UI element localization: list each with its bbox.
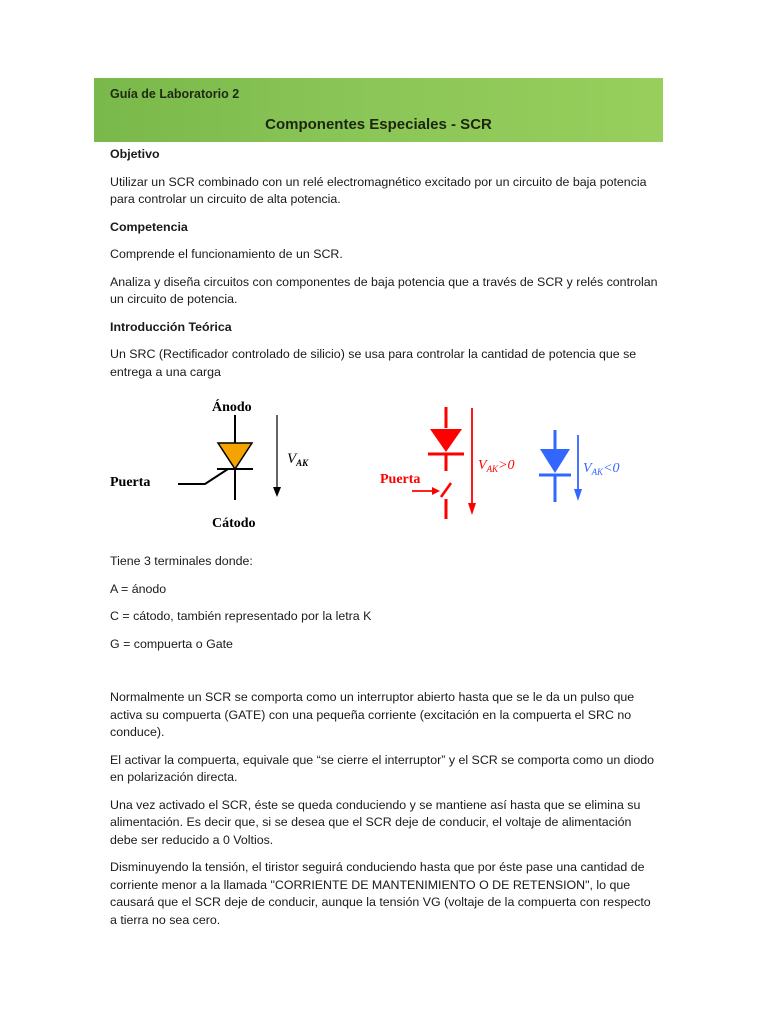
vak-positive-label: $V_{AK}>0$ [478,458,515,474]
vak-blue-arrow-head [574,489,582,501]
competencia-paragraph-1: Comprende el funcionamiento de un SCR. [110,247,343,261]
vak-negative-label: $V_{AK}<0$ [583,461,620,477]
body-paragraph-1: Normalmente un SCR se comporta como un interruptor abierto hasta que se le da un pulso que activa su compuerta (GATE) con una pequeña corriente (excitación en la compuerta el SRC no conduce). [110,690,635,739]
objetivo-heading: Objetivo [110,147,160,161]
body-paragraph-2: El activar la compuerta, equivale que “se cierre el interruptor” y el SCR se comporta como un diodo en polarización directa. [110,752,655,784]
competencia-paragraph-2: Analiza y diseña circuitos con componentes de baja potencia que a través de SCR y relés controlan un circuito de potencia. [110,274,658,306]
lab-guide-label: Guía de Laboratorio 2 [110,87,240,101]
vak-red-arrow-head [468,503,476,515]
document-title: Componentes Especiales - SCR [265,116,492,133]
diode-triangle-blue [540,449,570,473]
objetivo-paragraph: Utilizar un SCR combinado con un relé electromagnético excitado por un circuito de baja potencia para controlar un circuito de alta potencia. [110,174,647,206]
body-paragraph-4: Disminuyendo la tensión, el tiristor seguirá conduciendo hasta que por éste pase una cantidad de corriente menor a la llamada "CORRIENTE DE MANTENIMIENTO O DE RETENSION", lo que causará que el SCR deje de conducir, aunque la tensión VG (voltaje de la compuerta con respecto a tierra no sea cero. [110,860,651,927]
scr-figure [110,385,660,553]
terminal-g: G = compuerta o Gate [110,636,233,651]
vak-label: $V_{AK}$ [287,451,309,468]
scr-triangle-orange [218,443,252,469]
diode-symbol-blue [539,430,571,502]
scr-triangle-red [430,429,462,452]
vak-arrow-head [273,487,281,497]
anodo-label: Ánodo [212,400,252,415]
scr-diagram [0,385,768,553]
document-header [94,78,663,142]
puerta-label: Puerta [110,475,151,490]
competencia-heading: Competencia [110,219,188,234]
puerta-red-label: Puerta [380,472,421,487]
body-paragraph-3: Una vez activado el SCR, éste se queda conduciendo y se mantiene así hasta que se elimina su alimentación. Es decir que, si se desea que el SCR deje de conducir, el voltaje de alimentación debe ser reducido a 0 Voltios. [110,797,641,847]
intro-paragraph: Un SRC (Rectificador controlado de silicio) se usa para controlar la cantidad de potencia que se entrega a una carga [110,347,637,379]
terminal-c: C = cátodo, también representado por la letra K [110,609,372,623]
scr-symbol-red [412,407,464,519]
terminal-a: A = ánodo [110,581,167,596]
terminals-intro: Tiene 3 terminales donde: [110,554,253,568]
intro-heading: Introducción Teórica [110,319,232,334]
catodo-label: Cátodo [212,516,256,531]
document-body [110,146,660,929]
scr-symbol-orange [178,415,253,500]
